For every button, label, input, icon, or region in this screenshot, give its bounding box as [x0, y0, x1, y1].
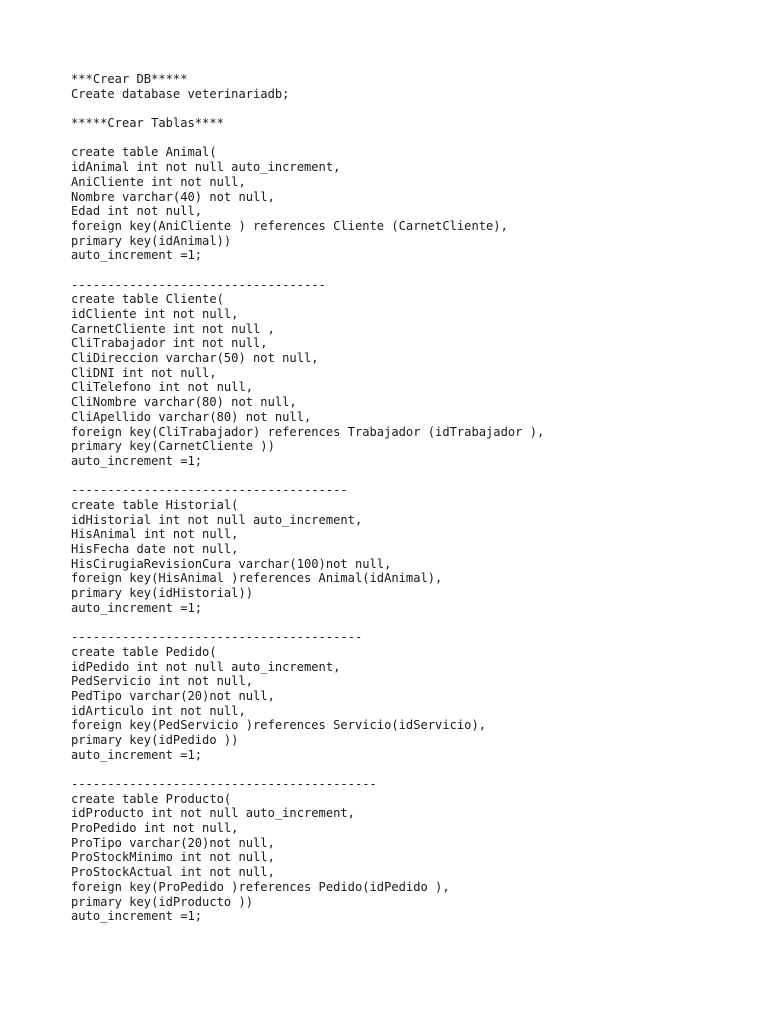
text-line: ------------------------------------------ — [71, 777, 377, 791]
text-line: CliTelefono int not null, — [71, 380, 254, 395]
text-line: PedServicio int not null, — [71, 674, 254, 689]
text-line: *****Crear Tablas**** — [71, 116, 224, 131]
text-line: HisCirugiaRevisionCura varchar(100)not null, — [71, 556, 392, 571]
text-line — [71, 469, 748, 484]
text-line: foreign key(ProPedido )references Pedido(idPedido ), — [71, 879, 450, 894]
text-line: auto_increment =1; — [71, 453, 203, 468]
text-line: primary key(CarnetCliente )) — [71, 439, 275, 454]
text-line: ProStockMinimo int not null, — [71, 850, 275, 865]
sql-script-text — [71, 72, 748, 924]
text-line: CliDireccion varchar(50) not null, — [71, 351, 319, 366]
text-line — [71, 762, 748, 777]
text-line: create table Producto( — [71, 791, 232, 806]
text-line — [71, 101, 748, 116]
text-line: CliApellido varchar(80) not null, — [71, 409, 312, 424]
text-line: primary key(idProducto )) — [71, 894, 254, 909]
text-line: HisFecha date not null, — [71, 542, 239, 556]
text-line: primary key(idAnimal)) — [71, 233, 232, 248]
text-line: CliDNI int not null, — [71, 365, 217, 380]
text-line: ProStockActual int not null, — [71, 865, 275, 880]
text-line: CarnetCliente int not null , — [71, 321, 275, 336]
text-line: create table Historial( — [71, 497, 239, 512]
text-line: idArticulo int not null, — [71, 703, 246, 718]
text-line: idAnimal int not null auto_increment, — [71, 160, 341, 175]
text-line — [71, 131, 748, 146]
text-line: ----------------------------------- — [71, 277, 326, 292]
text-line: Edad int not null, — [71, 204, 203, 219]
text-line: idCliente int not null, — [71, 307, 239, 321]
text-line — [71, 615, 748, 630]
text-line — [71, 263, 748, 278]
text-line: idPedido int not null auto_increment, — [71, 659, 341, 674]
text-line: auto_increment =1; — [71, 747, 203, 762]
text-line: idHistorial int not null auto_increment, — [71, 512, 363, 527]
text-line: create table Cliente( — [71, 292, 224, 307]
text-line: foreign key(PedServicio )references Servicio(idServicio), — [71, 718, 487, 733]
text-line: Create database veterinariadb; — [71, 86, 290, 101]
text-line: CliNombre varchar(80) not null, — [71, 395, 297, 410]
text-line: Nombre varchar(40) not null, — [71, 189, 275, 204]
text-line: ProPedido int not null, — [71, 821, 239, 836]
text-line: primary key(idPedido )) — [71, 732, 239, 747]
text-line: HisAnimal int not null, — [71, 527, 239, 542]
text-line: foreign key(AniCliente ) references Cliente (CarnetCliente), — [71, 218, 508, 233]
text-line: AniCliente int not null, — [71, 174, 246, 189]
text-line: primary key(idHistorial)) — [71, 586, 254, 601]
text-line: auto_increment =1; — [71, 248, 203, 263]
text-line: foreign key(HisAnimal )references Animal(idAnimal), — [71, 571, 443, 586]
text-line: ***Crear DB***** — [71, 72, 188, 86]
text-line: create table Animal( — [71, 145, 217, 160]
text-line: auto_increment =1; — [71, 600, 203, 615]
text-line: auto_increment =1; — [71, 909, 203, 924]
text-line: ProTipo varchar(20)not null, — [71, 835, 275, 850]
text-line: idProducto int not null auto_increment, — [71, 806, 355, 821]
document-page — [71, 72, 748, 924]
text-line: CliTrabajador int not null, — [71, 336, 268, 351]
text-line: foreign key(CliTrabajador) references Trabajador (idTrabajador ), — [71, 424, 545, 439]
text-line: -------------------------------------- — [71, 483, 348, 498]
text-line: create table Pedido( — [71, 644, 217, 659]
text-line: ---------------------------------------- — [71, 630, 363, 645]
text-line: PedTipo varchar(20)not null, — [71, 688, 275, 703]
